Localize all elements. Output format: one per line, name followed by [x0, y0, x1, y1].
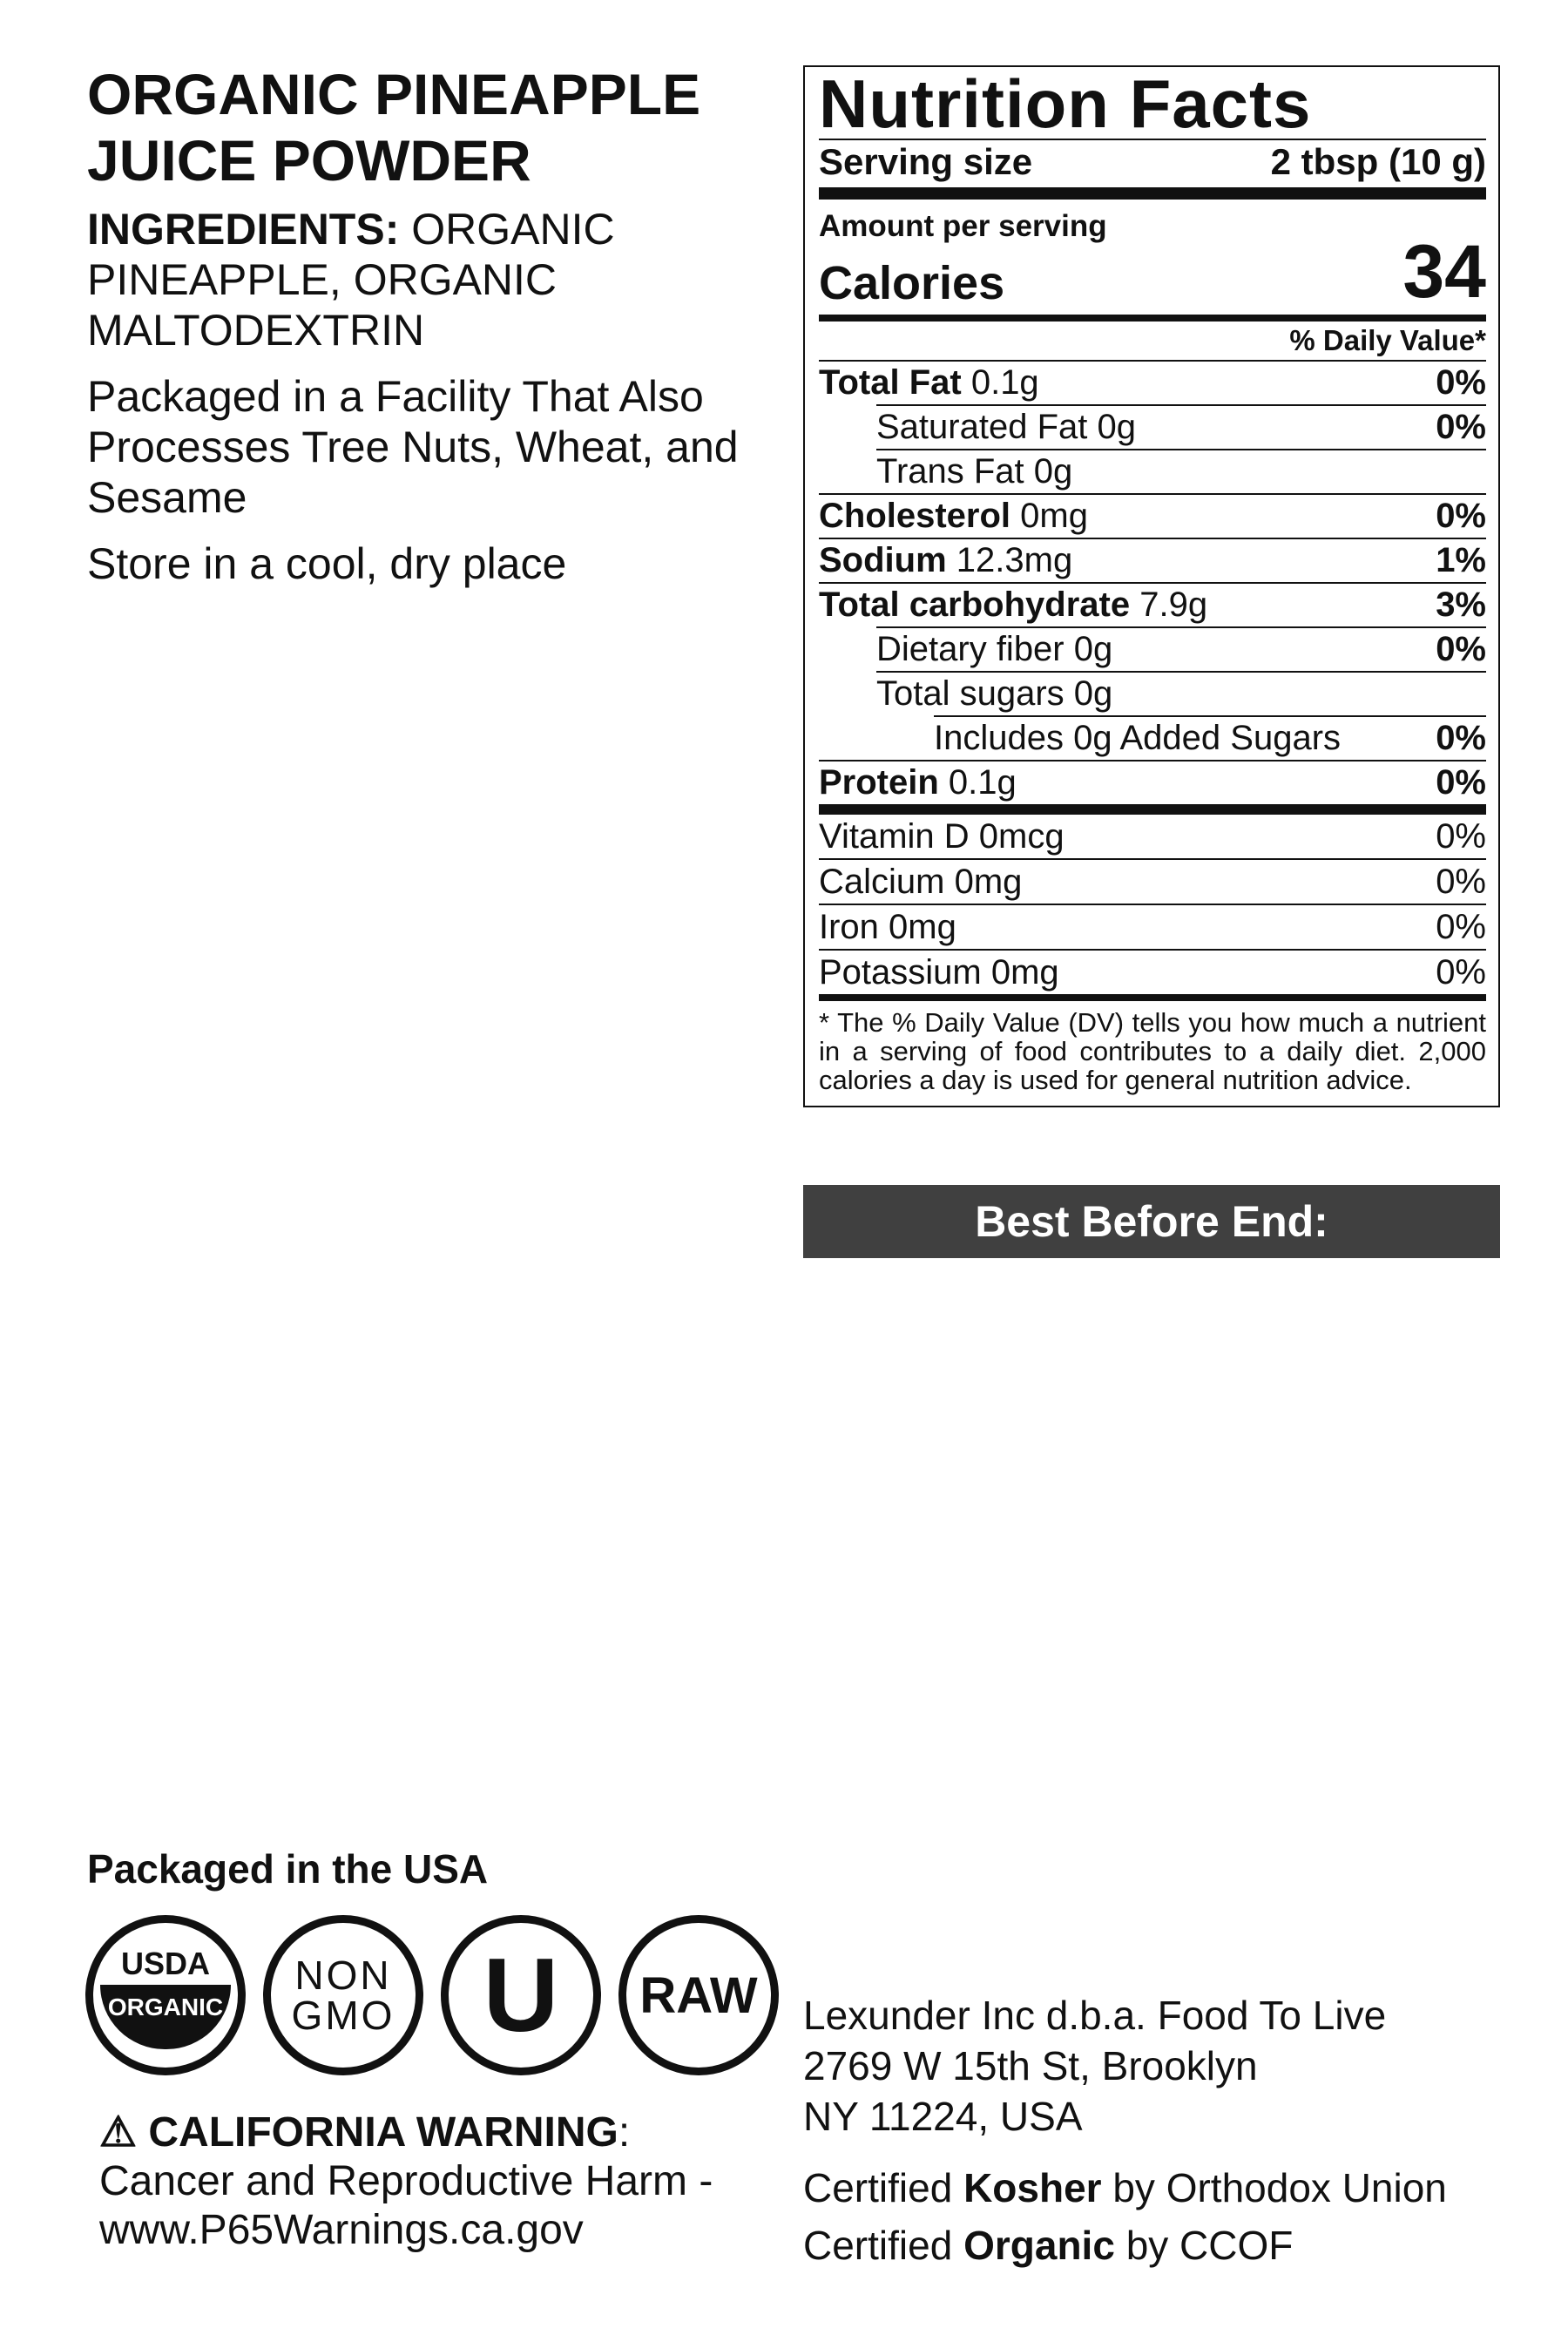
- cert-kosher: Kosher: [963, 2165, 1102, 2210]
- california-warning: [99, 2108, 779, 2255]
- allergen-note: Packaged in a Facility That Also Processes Tree Nuts, Wheat, and Sesame: [87, 372, 739, 522]
- company-city: NY 11224, USA: [803, 2094, 1083, 2139]
- nutrient-row-dietary-fiber: [876, 626, 1486, 671]
- vitamin-row-calcium: [819, 860, 1486, 905]
- vitamin-name: Potassium 0mg: [819, 952, 1059, 992]
- calories-value: 34: [1402, 230, 1486, 314]
- cert-suffix: by Orthodox Union: [1112, 2165, 1447, 2210]
- kosher-text: U: [483, 1937, 559, 2054]
- kosher-ou-icon: [441, 1915, 601, 2075]
- nutrient-row-sodium: [819, 538, 1486, 582]
- nutrient-amount: 0.1g: [970, 363, 1039, 402]
- calories-row: [819, 230, 1486, 314]
- cert-prefix: Certified: [803, 2223, 953, 2268]
- vitamin-name: Vitamin D 0mcg: [819, 816, 1064, 856]
- certification-badges: [85, 1915, 779, 2075]
- kosher-certification: [803, 2163, 1500, 2213]
- nutrition-title: Nutrition Facts: [819, 65, 1312, 142]
- product-title-line2: JUICE POWDER: [87, 128, 531, 193]
- ingredients-text: ORGANIC PINEAPPLE, ORGANIC MALTODEXTRIN: [87, 205, 615, 355]
- nutrient-row-added-sugars: [934, 715, 1486, 760]
- nutrient-name: Protein: [819, 763, 939, 802]
- vitamin-dv: 0%: [1436, 862, 1486, 901]
- usda-organic-text: ORGANIC: [100, 1985, 231, 2049]
- nutrient-row-total-carbohydrate: [819, 582, 1486, 626]
- storage-note: Store in a cool, dry place: [87, 539, 567, 588]
- nutrient-dv: 0%: [1436, 497, 1486, 535]
- nutrient-name: Cholesterol: [819, 497, 1011, 535]
- nutrient-name: Includes 0g Added Sugars: [934, 719, 1342, 757]
- company-name: Lexunder Inc d.b.a. Food To Live: [803, 1993, 1387, 2038]
- nutrient-name: Total sugars 0g: [876, 674, 1113, 713]
- raw-text: RAW: [639, 1966, 758, 2024]
- nutrient-row-cholesterol: [819, 493, 1486, 538]
- cert-suffix: by CCOF: [1125, 2223, 1294, 2268]
- nutrient-row-saturated-fat: [876, 404, 1486, 449]
- nutrient-row-total-sugars: [876, 671, 1486, 715]
- nutrient-amount: 7.9g: [1139, 586, 1208, 624]
- nutrient-name: Total Fat: [819, 363, 962, 402]
- warning-line1: Cancer and Reproductive Harm -: [99, 2158, 713, 2204]
- gmo-text: GMO: [291, 1993, 395, 2038]
- product-title-line1: ORGANIC PINEAPPLE: [87, 62, 701, 126]
- nutrient-name: Trans Fat 0g: [876, 452, 1073, 491]
- vitamin-name: Iron 0mg: [819, 907, 956, 946]
- nutrient-dv: 0%: [1436, 363, 1486, 402]
- non-gmo-icon: [263, 1915, 423, 2075]
- warning-heading: CALIFORNIA WARNING: [148, 2109, 618, 2156]
- nutrient-name: Sodium: [819, 541, 947, 579]
- best-before-banner: Best Before End:: [803, 1185, 1500, 1258]
- usda-organic-icon: [85, 1915, 246, 2075]
- vitamin-dv: 0%: [1436, 952, 1486, 992]
- nutrient-dv: 0%: [1436, 408, 1486, 446]
- divider-medium: [819, 315, 1486, 322]
- raw-icon: [618, 1915, 779, 2075]
- divider-heavy: [819, 804, 1486, 815]
- product-title: [87, 61, 767, 193]
- serving-value: 2 tbsp (10 g): [1270, 141, 1486, 182]
- nutrient-row-trans-fat: [876, 449, 1486, 493]
- nutrient-amount: 0.1g: [948, 763, 1017, 802]
- nutrient-amount: 12.3mg: [956, 541, 1073, 579]
- cert-organic: Organic: [963, 2223, 1115, 2268]
- warning-icon: ⚠: [99, 2109, 138, 2156]
- nutrient-dv: 0%: [1436, 763, 1486, 802]
- daily-value-header: % Daily Value*: [1289, 324, 1486, 356]
- nutrient-name: Saturated Fat 0g: [876, 408, 1136, 446]
- nutrient-name: Total carbohydrate: [819, 586, 1131, 624]
- nutrient-dv: 1%: [1436, 541, 1486, 579]
- nutrition-facts-panel: [803, 65, 1500, 1107]
- origin-label: Packaged in the USA: [87, 1846, 489, 1892]
- serving-label: Serving size: [819, 141, 1033, 182]
- cert-prefix: Certified: [803, 2165, 953, 2210]
- daily-value-footnote: * The % Daily Value (DV) tells you how much a nutrient in a serving of food contributes to a daily diet. 2,000 calories a day is used for general nutrition advice.: [819, 1007, 1486, 1095]
- product-info: [87, 61, 767, 589]
- ingredients: [87, 204, 767, 355]
- nutrient-name: Dietary fiber 0g: [876, 630, 1113, 668]
- nutrient-amount: 0mg: [1020, 497, 1088, 535]
- vitamin-row-potassium: [819, 951, 1486, 1001]
- nutrient-dv: 3%: [1436, 586, 1486, 624]
- serving-size-row: [819, 139, 1486, 184]
- warning-link[interactable]: www.P65Warnings.ca.gov: [99, 2207, 584, 2253]
- organic-certification: [803, 2220, 1500, 2271]
- vitamin-name: Calcium 0mg: [819, 862, 1023, 901]
- company-info: [803, 1990, 1500, 2271]
- company-address: 2769 W 15th St, Brooklyn: [803, 2043, 1258, 2088]
- amount-per-serving: Amount per serving: [819, 209, 1107, 243]
- nutrient-row-protein: [819, 760, 1486, 804]
- ingredients-label: INGREDIENTS:: [87, 205, 400, 254]
- vitamin-dv: 0%: [1436, 907, 1486, 946]
- vitamin-dv: 0%: [1436, 816, 1486, 856]
- divider-thick: [819, 187, 1486, 200]
- vitamin-row-iron: [819, 905, 1486, 951]
- non-text: NON: [294, 1953, 392, 1998]
- nutrient-row-total-fat: [819, 360, 1486, 404]
- nutrient-dv: 0%: [1436, 630, 1486, 668]
- calories-label: Calories: [819, 257, 1005, 309]
- vitamin-row-vitamin-d: [819, 815, 1486, 860]
- warning-colon: :: [618, 2109, 631, 2156]
- usda-text: USDA: [120, 1946, 210, 1981]
- nutrient-dv: 0%: [1436, 719, 1486, 757]
